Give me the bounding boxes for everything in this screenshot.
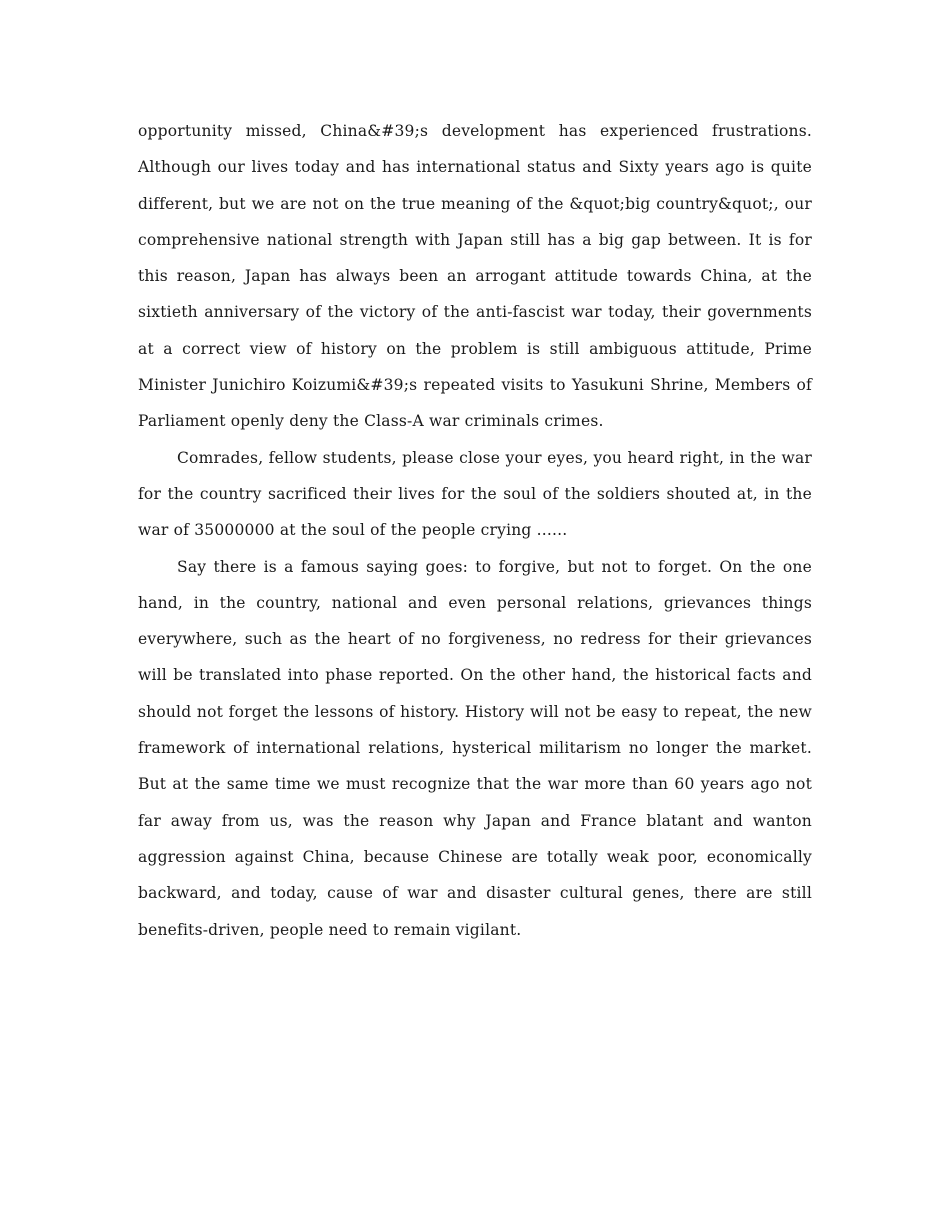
paragraph-comrades: Comrades, fellow students, please close your eyes, you heard right, in the war for the country sacrificed their lives for the soul of the soldiers shouted at, in the war of 35000000 at the soul of the people crying ...... [138,448,818,540]
body-text [138,113,818,948]
paragraph-forgive-not-forget: Say there is a famous saying goes: to forgive, but not to forget. On the one hand, in the country, national and even personal relations, grievances things everywhere, such as the heart of no forgiveness, no redress for their grievances will be translated into phase reported. On the other hand, the historical facts and should not forget the lessons of history. History will not be easy to repeat, the new framework of international relations, hysterical militarism no longer the market. But at the same time we must recognize that the war more than 60 years ago not far away from us, was the reason why Japan and France blatant and wanton aggression against China, because Chinese are totally weak poor, economically backward, and today, cause of war and disaster cultural genes, there are still benefits-driven, people need to remain vigilant. [138,557,818,939]
paragraph-continued: opportunity missed, China&#39;s development has experienced frustrations. Although our lives today and has international status and Sixty years ago is quite different, but we are not on the true meaning of the &quot;big country&quot;, our comprehensive national strength with Japan still has a big gap between. It is for this reason, Japan has always been an arrogant attitude towards China, at the sixtieth anniversary of the victory of the anti-fascist war today, their governments at a correct view of history on the problem is still ambiguous attitude, Prime Minister Junichiro Koizumi&#39;s repeated visits to Yasukuni Shrine, Members of Parliament openly deny the Class-A war criminals crimes. [138,122,818,431]
